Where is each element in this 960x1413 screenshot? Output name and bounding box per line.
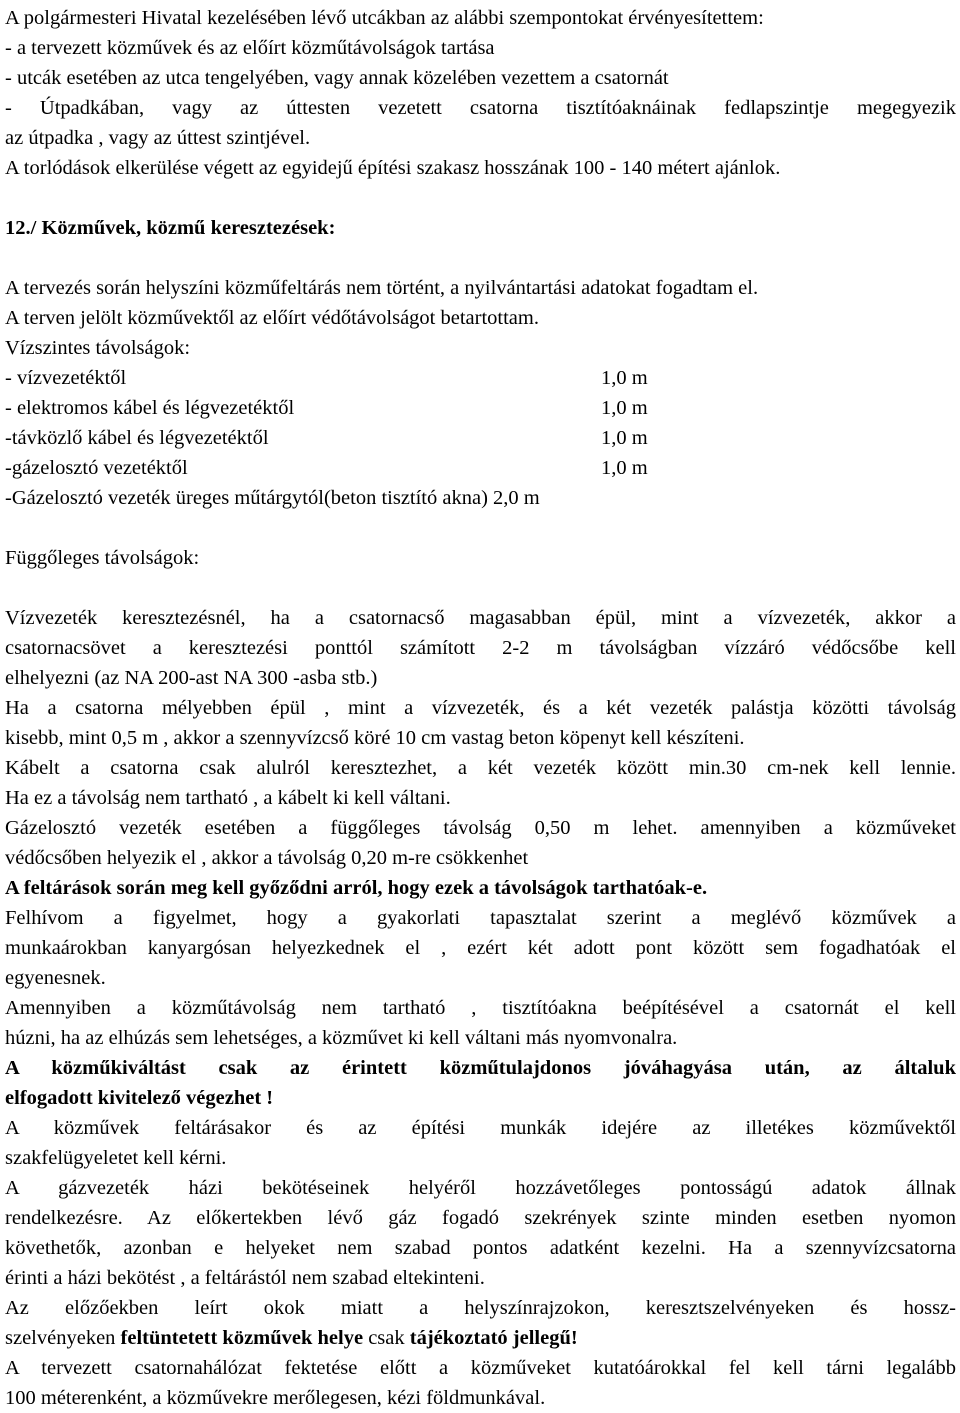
paragraph-line: Amennyiben a közműtávolság nem tartható , tisztítóakna beépítésével a csatornát el kell (5, 997, 956, 1019)
intro-line: A polgármesteri Hivatal kezelésében lévő utcákban az alábbi szempontokat érvényesítettem: (5, 7, 764, 29)
paragraph-line: húzni, ha az elhúzás sem lehetséges, a közművet ki kell váltani más nyomvonalra. (5, 1027, 678, 1049)
intro-line: - Útpadkában, vagy az úttesten vezetett csatorna tisztítóaknáinak fedlapszintje megegyezik (5, 97, 956, 119)
bold-notice: A közműkiváltást csak az érintett közműtulajdonos jóváhagyása után, az általuk (5, 1057, 956, 1079)
section-heading: 12./ Közművek, közmű keresztezések: (5, 217, 336, 239)
text-run: csak (363, 1327, 410, 1349)
paragraph-line: Kábelt a csatorna csak alulról keresztezhet, a két vezeték között min.30 cm-nek kell lennie. (5, 757, 956, 779)
paragraph-line: Ha ez a távolság nem tartható , a kábelt ki kell váltani. (5, 787, 451, 809)
paragraph-line: érinti a házi bekötést , a feltárástól nem szabad eltekinteni. (5, 1267, 485, 1289)
distance-row (5, 363, 956, 393)
intro-line: - utcák esetében az utca tengelyében, vagy annak közelében vezettem a csatornát (5, 67, 669, 89)
paragraph-line: Felhívom a figyelmet, hogy a gyakorlati tapasztalat szerint a meglévő közművek a (5, 907, 956, 929)
intro-line: az útpadka , vagy az úttest szintjével. (5, 127, 311, 149)
distance-row (5, 393, 956, 423)
paragraph-line: egyenesnek. (5, 967, 106, 989)
distance-value: 1,0 m (601, 457, 648, 479)
text-run: szelvényeken (5, 1327, 121, 1349)
paragraph-line: Vízvezeték keresztezésnél, ha a csatornacső magasabban épül, mint a vízvezeték, akkor a (5, 607, 956, 629)
bold-notice: elfogadott kivitelező végezhet ! (5, 1087, 274, 1109)
paragraph-line: szakfelügyeletet kell kérni. (5, 1147, 227, 1169)
paragraph-line: kisebb, mint 0,5 m , akkor a szennyvízcső köré 10 cm vastag beton köpenyt kell készíteni. (5, 727, 745, 749)
paragraph-line: Ha a csatorna mélyebben épül , mint a vízvezeték, és a két vezeték palástja közötti távolság (5, 697, 956, 719)
paragraph-line: Gázelosztó vezeték esetében a függőleges távolság 0,50 m lehet. amennyiben a közműveket (5, 817, 956, 839)
bold-run: tájékoztató jellegű! (409, 1327, 578, 1349)
bold-notice: A feltárások során meg kell győződni arról, hogy ezek a távolságok tarthatóak-e. (5, 877, 708, 899)
distance-row (5, 453, 956, 483)
paragraph-line: követhetők, azonban e helyeket nem szabad pontos adatként kezelni. Ha a szennyvízcsatorna (5, 1237, 956, 1259)
paragraph-line: védőcsőben helyezik el , akkor a távolság 0,20 m-re csökkenhet (5, 847, 529, 869)
vertical-distances-title: Függőleges távolságok: (5, 547, 200, 569)
intro-line: - a tervezett közművek és az előírt közműtávolságok tartása (5, 37, 495, 59)
intro-line: A torlódások elkerülése végett az egyidejű építési szakasz hosszának 100 - 140 métert ajánlok. (5, 157, 781, 179)
distance-label: - elektromos kábel és légvezetéktől (5, 397, 295, 419)
paragraph-line: A közművek feltárásakor és az építési munkák idejére az illetékes közművektől (5, 1117, 956, 1139)
paragraph-line: csatornacsövet a keresztezési ponttól számított 2-2 m távolságban vízzáró védőcsőbe kell (5, 637, 956, 659)
paragraph-line: Az előzőekben leírt okok miatt a helyszínrajzokon, keresztszelvényeken és hossz- (5, 1297, 956, 1319)
distance-label: -gázelosztó vezetéktől (5, 457, 188, 479)
document-page (5, 3, 956, 1413)
paragraph-line: A tervezés során helyszíni közműfeltárás nem történt, a nyilvántartási adatokat fogadtam el. (5, 277, 759, 299)
paragraph-line (5, 1323, 956, 1353)
distance-value: 1,0 m (601, 397, 648, 419)
paragraph-line: A gázvezeték házi bekötéseinek helyéről hozzávetőleges pontosságú adatok állnak (5, 1177, 956, 1199)
horizontal-distances-title: Vízszintes távolságok: (5, 337, 191, 359)
paragraph-line: rendelkezésre. Az előkertekben lévő gáz fogadó szekrények szinte minden esetben nyomon (5, 1207, 956, 1229)
distance-label: -távközlő kábel és légvezetéktől (5, 427, 269, 449)
distance-row-last: -Gázelosztó vezeték üreges műtárgytól(beton tisztító akna) 2,0 m (5, 487, 540, 509)
paragraph-line: A tervezett csatornahálózat fektetése előtt a közműveket kutatóárokkal fel kell tárni legalább (5, 1357, 956, 1379)
distance-value: 1,0 m (601, 367, 648, 389)
distance-row (5, 423, 956, 453)
distance-value: 1,0 m (601, 427, 648, 449)
paragraph-line: elhelyezni (az NA 200-ast NA 300 -asba stb.) (5, 667, 378, 689)
paragraph-line: 100 méterenként, a közművekre merőlegesen, kézi földmunkával. (5, 1387, 546, 1409)
paragraph-line: munkaárokban kanyargósan helyezkednek el , ezért két adott pont között sem fogadhatóak el (5, 937, 956, 959)
bold-run: feltüntetett közművek helye (120, 1327, 364, 1349)
paragraph-line: A terven jelölt közművektől az előírt védőtávolságot betartottam. (5, 307, 539, 329)
distance-label: - vízvezetéktől (5, 367, 127, 389)
